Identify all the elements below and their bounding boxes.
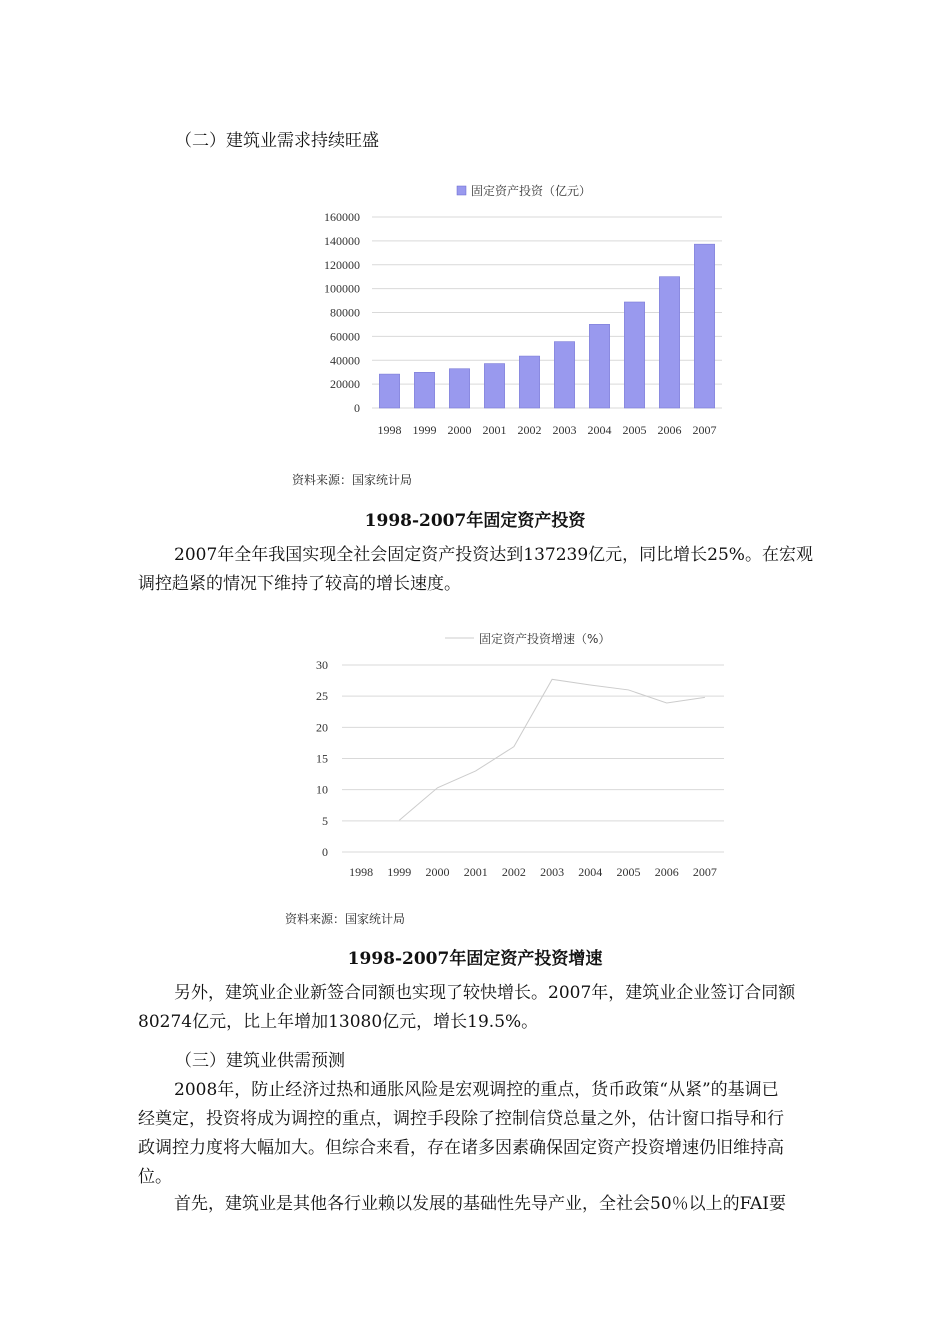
line-x-tick-label: 1998 [349,865,374,879]
line-chart-caption: 1998-2007年固定资产投资增速 [347,949,603,969]
line-x-tick-label: 2006 [654,865,679,879]
bar-y-tick-label: 20000 [330,377,360,392]
bar-y-tick-label: 80000 [330,305,360,320]
paragraph-4-line-1: 首先，建筑业是其他各行业赖以发展的基础性先导产业，全社会50％以上的FAI要 [174,1194,786,1214]
line-y-tick-label: 25 [316,689,328,704]
bar-x-tick-label: 2001 [482,423,507,437]
bar-1998 [379,374,399,408]
bar-2000 [449,369,469,408]
bar-x-tick-label: 2000 [447,423,472,437]
line-y-tick-label: 10 [316,782,328,797]
paragraph-4 [138,1190,866,1219]
line-legend-label: 固定资产投资增速（%） [479,632,611,646]
bar-x-tick-label: 2005 [622,423,647,437]
line-chart-x-ticks [349,865,717,879]
bar-y-tick-label: 60000 [330,329,360,344]
bar-2001 [484,364,504,408]
bar-chart-caption: 1998-2007年固定资产投资 [364,511,586,531]
line-y-tick-label: 0 [322,845,328,859]
bar-chart-legend [457,183,591,198]
bar-chart-source: 资料来源：国家统计局 [292,473,413,487]
bar-y-tick-label: 120000 [324,257,360,272]
bar-y-tick-label: 140000 [324,233,360,248]
line-chart-series [399,679,705,820]
paragraph-2-line-1: 另外，建筑业企业新签合同额也实现了较快增长。2007年，建筑业企业签订合同额 [174,983,796,1003]
line-y-tick-label: 15 [316,751,328,766]
paragraph-3 [138,1076,866,1192]
bar-y-tick-label: 160000 [324,210,360,224]
line-x-tick-label: 2007 [692,865,717,879]
paragraph-1 [138,541,866,599]
bar-x-tick-label: 2007 [692,423,717,437]
section-title-2: （二）建筑业需求持续旺盛 [175,131,379,151]
line-x-tick-label: 2001 [463,865,488,879]
bar-x-tick-label: 2003 [552,423,577,437]
paragraph-3-line-1: 2008年，防止经济过热和通胀风险是宏观调控的重点，货币政策“从紧”的基调已 [174,1080,779,1100]
bar-x-tick-label: 2004 [587,423,612,437]
bar-x-tick-label: 1999 [412,423,437,437]
line-x-tick-label: 2003 [540,865,565,879]
bar-2003 [554,342,574,408]
line-y-tick-label: 30 [316,658,328,672]
bar-y-tick-label: 40000 [330,353,360,368]
line-x-tick-label: 1999 [387,865,412,879]
bar-chart-bars [379,244,714,408]
bar-2007 [694,244,714,408]
bar-1999 [414,372,434,408]
paragraph-3-line-2: 经奠定，投资将成为调控的重点，调控手段除了控制信贷总量之外，估计窗口指导和行 [138,1109,784,1129]
paragraph-2 [138,979,866,1037]
bar-2005 [624,302,644,408]
line-x-tick-label: 2005 [616,865,641,879]
paragraph-2-line-2: 80274亿元，比上年增加13080亿元，增长19.5%。 [138,1012,539,1032]
section-title-3: （三）建筑业供需预测 [175,1051,345,1071]
bar-x-tick-label: 2006 [657,423,682,437]
line-y-tick-label: 5 [322,813,328,828]
bar-2006 [659,277,679,408]
paragraph-1-line-1: 2007年全年我国实现全社会固定资产投资达到137239亿元，同比增长25%。在宏观 [174,545,813,565]
bar-2002 [519,356,539,408]
line-chart-grid [342,665,724,852]
line-chart-source: 资料来源：国家统计局 [285,912,406,926]
bar-y-tick-label: 100000 [324,281,360,296]
line-chart-legend [445,631,610,646]
line-y-tick-label: 20 [316,720,328,735]
bar-x-tick-label: 1998 [377,423,402,437]
growth-line-chart [290,625,740,890]
bar-2004 [589,324,609,408]
line-x-tick-label: 2000 [425,865,450,879]
bar-legend-label: 固定资产投资（亿元） [471,184,592,198]
investment-bar-chart [290,178,740,443]
line-x-tick-label: 2004 [578,865,603,879]
bar-legend-swatch [457,186,466,195]
line-x-tick-label: 2002 [501,865,526,879]
paragraph-3-line-3: 政调控力度将大幅加大。但综合来看，存在诸多因素确保固定资产投资增速仍旧维持高 [138,1138,784,1158]
bar-chart-x-ticks [378,423,717,437]
paragraph-3-line-4: 位。 [138,1167,172,1187]
bar-y-tick-label: 0 [354,401,360,415]
paragraph-1-line-2: 调控趋紧的情况下维持了较高的增长速度。 [138,574,461,594]
bar-x-tick-label: 2002 [517,423,542,437]
line-chart-y-ticks [316,658,328,859]
bar-chart-y-ticks [324,210,360,415]
